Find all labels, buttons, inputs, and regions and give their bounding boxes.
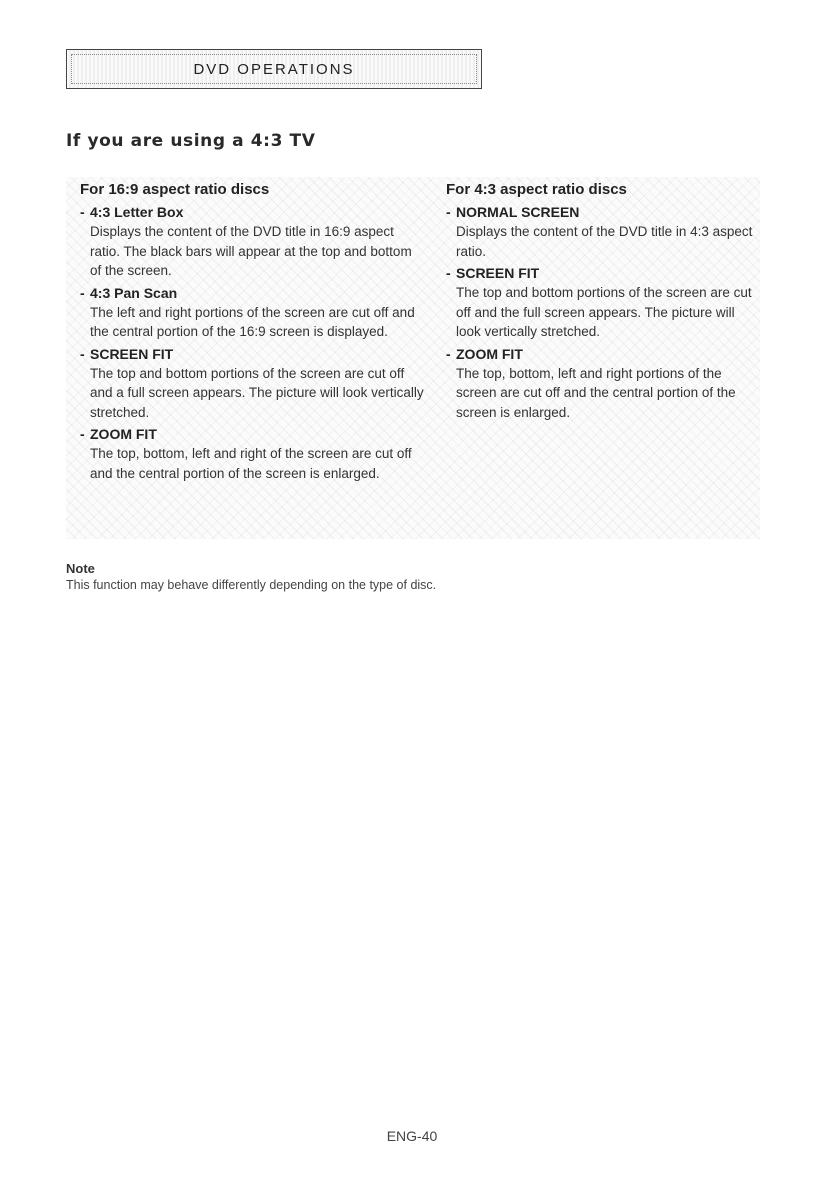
left-column [80, 180, 425, 483]
item-title: - SCREEN FIT [446, 263, 756, 283]
item-description: Displays the content of the DVD title in 4:3 aspect ratio. [456, 224, 753, 259]
item-title: - SCREEN FIT [80, 344, 425, 364]
item-description: The top, bottom, left and right of the screen are cut off and the central portion of the screen is enlarged. [90, 446, 412, 481]
list-item [446, 344, 756, 423]
note-text: This function may behave differently depending on the type of disc. [66, 578, 437, 592]
list-item [80, 202, 425, 281]
section-header-box [66, 49, 482, 89]
list-item [80, 424, 425, 483]
list-item [446, 263, 756, 342]
left-column-title: For 16:9 aspect ratio discs [80, 181, 270, 198]
list-item [80, 344, 425, 423]
item-description: Displays the content of the DVD title in 16:9 aspect ratio. The black bars will appear at the top and bottom of the screen. [90, 224, 412, 278]
item-description: The left and right portions of the screen are cut off and the central portion of the 16:9 screen is displayed. [90, 304, 415, 339]
item-title: - ZOOM FIT [446, 344, 756, 364]
item-title: - 4:3 Pan Scan [80, 283, 425, 303]
page-heading: If you are using a 4:3 TV [66, 131, 316, 151]
page-number: ENG-40 [386, 1128, 438, 1144]
note-label: Note [66, 561, 95, 576]
item-title: - ZOOM FIT [80, 424, 425, 444]
item-title: - 4:3 Letter Box [80, 202, 425, 222]
item-description: The top and bottom portions of the screen are cut off and a full screen appears. The picture will look vertically stretched. [90, 365, 424, 420]
list-item [80, 283, 425, 342]
content-panel [66, 177, 760, 539]
right-column-title: For 4:3 aspect ratio discs [446, 181, 627, 198]
list-item [446, 202, 756, 261]
section-title: DVD OPERATIONS [193, 60, 355, 78]
item-description: The top and bottom portions of the screen are cut off and the full screen appears. The picture will look vertically stretched. [456, 285, 752, 339]
right-column [446, 180, 756, 422]
item-description: The top, bottom, left and right portions of the screen are cut off and the central portion of the screen is enlarged. [456, 365, 736, 420]
item-title: - NORMAL SCREEN [446, 202, 756, 222]
